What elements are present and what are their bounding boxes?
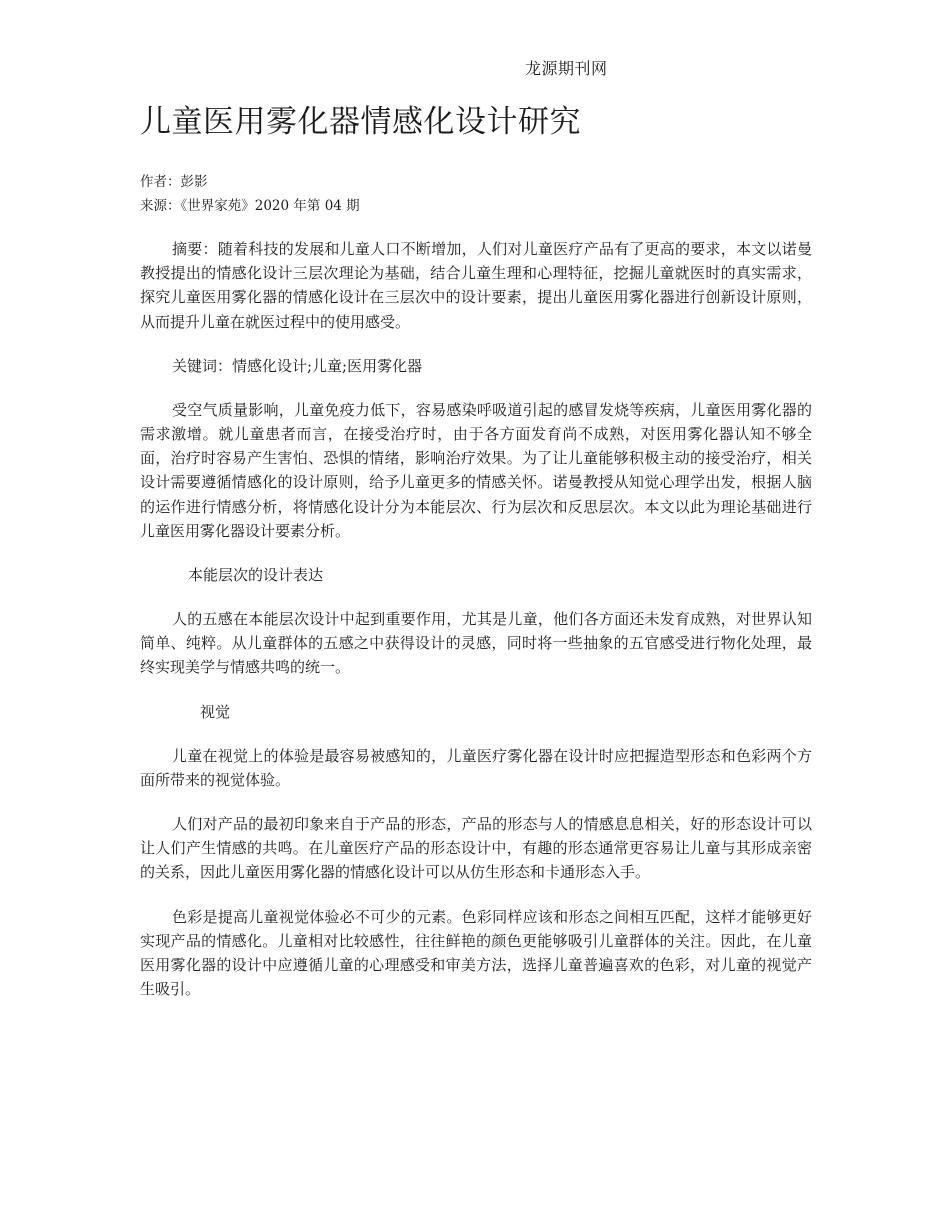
author-line: 作者：彭影 — [140, 174, 208, 190]
section-heading-instinct: 本能层次的设计表达 — [188, 566, 324, 585]
source-line: 来源：《世界家苑》2020 年第 04 期 — [140, 198, 360, 214]
subsection-heading-vision: 视觉 — [200, 702, 231, 721]
vision-paragraph-1: 儿童在视觉上的体验是最容易被感知的，儿童医疗雾化器在设计时应把握造型形态和色彩两个方面所带来的视觉体验。 — [140, 746, 812, 789]
keywords-line: 关键词：情感化设计;儿童;医用雾化器 — [172, 356, 423, 375]
site-name: 龙源期刊网 — [525, 59, 608, 78]
abstract-paragraph: 摘要：随着科技的发展和儿童人口不断增加，人们对儿童医疗产品有了更高的要求，本文以诺曼教授提出的情感化设计三层次理论为基础，结合儿童生理和心理特征，挖掘儿童就医时的真实需求，探究儿童医用雾化器的情感化设计在三层次中的设计要素，提出儿童医用雾化器进行创新设计原则，从而提升儿童在就医过程中的使用感受。 — [140, 240, 812, 331]
vision-paragraph-3: 色彩是提高儿童视觉体验必不可少的元素。色彩同样应该和形态之间相互匹配，这样才能够更好实现产品的情感化。儿童相对比较感性，往往鲜艳的颜色更能够吸引儿童群体的关注。因此，在儿童医用雾化器的设计中应遵循儿童的心理感受和审美方法，选择儿童普遍喜欢的色彩，对儿童的视觉产生吸引。 — [140, 907, 812, 999]
vision-paragraph-2: 人们对产品的最初印象来自于产品的形态，产品的形态与人的情感息息相关，好的形态设计可以让人们产生情感的共鸣。在儿童医疗产品的形态设计中，有趣的形态通常更容易让儿童与其形成亲密的关系，因此儿童医用雾化器的情感化设计可以从仿生形态和卡通形态入手。 — [140, 815, 812, 882]
section-paragraph-instinct: 人的五感在本能层次设计中起到重要作用，尤其是儿童，他们各方面还未发育成熟，对世界认知简单、纯粹。从儿童群体的五感之中获得设计的灵感，同时将一些抽象的五官感受进行物化处理，最终实现美学与情感共鸣的统一。 — [140, 610, 812, 677]
intro-paragraph: 受空气质量影响，儿童免疫力低下，容易感染呼吸道引起的感冒发烧等疾病，儿童医用雾化器的需求激增。就儿童患者而言，在接受治疗时，由于各方面发育尚不成熟，对医用雾化器认知不够全面，治疗时容易产生害怕、恐惧的情绪，影响治疗效果。为了让儿童能够积极主动的接受治疗，相关设计需要遵循情感化的设计原则，给予儿童更多的情感关怀。诺曼教授从知觉心理学出发，根据人脑的运作进行情感分析，将情感化设计分为本能层次、行为层次和反思层次。本文以此为理论基础进行儿童医用雾化器设计要素分析。 — [140, 400, 812, 540]
article-meta — [140, 170, 360, 218]
article-title: 儿童医用雾化器情感化设计研究 — [140, 104, 581, 140]
article-body — [140, 237, 812, 1021]
